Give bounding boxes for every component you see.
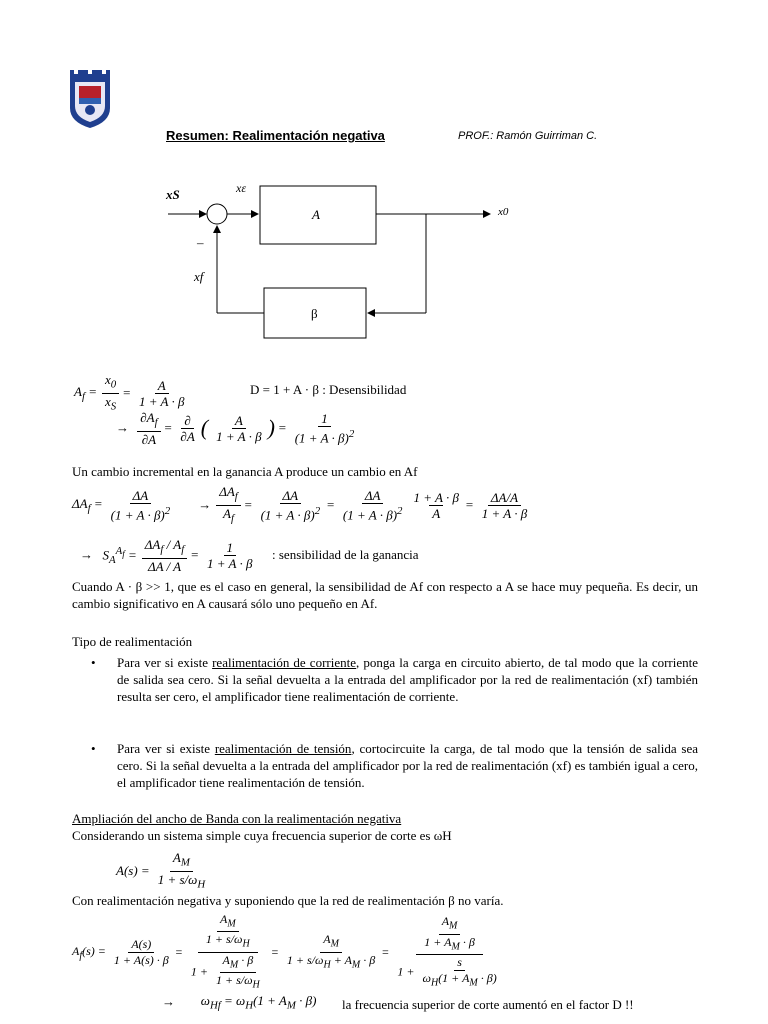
open-loop-transfer-equation: A(s) = $\frac{A_M}{1 + s/\omega_H}$ [116, 850, 206, 891]
feedback-block-diagram [150, 170, 530, 350]
gain-change-equation: $\Delta A_f$ = $\frac{\Delta A}{(1 + A \cdot \beta)^2}$ → $\frac{\Delta A_f}{A_f}$ = $\frac{\Delta A}{(1 + A \cdot \beta)^2}$ = $\frac{\Delta A}{(1 + A \cdot \beta)^2}$ $\frac{1 + A \cdot \beta}{A}$ = $\frac{\Delta A/A}{1 + A \cdot \beta}$ [72, 484, 528, 525]
current-feedback-bullet [91, 654, 699, 705]
bandwidth-result-equation: → $\omega_{Hf} = \omega_H(1 + A_M \cdot \beta)$ [162, 993, 317, 1012]
output-signal-label: x0 [498, 206, 509, 218]
bandwidth-heading: Ampliación del ancho de Banda con la realimentación negativa [72, 811, 402, 826]
university-seal-logo [70, 70, 110, 128]
closed-loop-transfer-equation: $A_f(s)$ = $\frac{A(s)}{1 + A(s) \cdot \beta}$ = $\frac{A_M}{1 + s/\omega_H}$ 1 + $\frac{A_M \cdot \beta}{1 + s/\omega_H}$ = $\frac{A_M}{1 + s/\omega_H + A_M \cdot \beta}$ = $\frac{A_M}{1 + A_M \cdot \beta}$ 1 + $\frac{s}{\omega_H(1 + A_M \cdot \beta)}$ [72, 912, 497, 991]
error-signal-label: xε [236, 181, 247, 195]
bullet-body: , ponga la carga en circuito abierto, de tal modo que la corriente de salida sea cero. Si la señal devuelta a la entrada del amplificador por la red de realimentación (xf) también resulta ser cero, el amplificador tiene realimentación de corriente. [117, 655, 699, 704]
voltage-feedback-bullet [91, 740, 699, 791]
bullet-prefix: Para ver si existe [117, 655, 213, 670]
incremental-change-text: Un cambio incremental en la ganancia A produce un cambio en Af [72, 464, 418, 479]
input-signal-label: xS [166, 187, 180, 202]
document-title: Resumen: Realimentación negativa [166, 128, 385, 143]
bullet-prefix: Para ver si existe [117, 741, 215, 756]
simple-system-text: Considerando un sistema simple cuya frecuencia superior de corte es ωH [72, 828, 452, 843]
gain-derivative-equation: → $\frac{\partial A_f}{\partial A}$ = $\frac{\partial}{\partial A}$ ( $\frac{A}{1 + A \cdot \beta}$ ) = $\frac{1}{(1 + A \cdot \beta)^2}$ [116, 410, 355, 447]
negative-feedback-assumption: Con realimentación negativa y suponiendo que la red de realimentación β no varía. [72, 893, 504, 908]
sensitivity-note: : sensibilidad de la ganancia [272, 547, 419, 562]
current-feedback-term: realimentación de corriente [212, 655, 356, 670]
feedback-type-heading: Tipo de realimentación [72, 634, 193, 649]
feedback-signal-label: xf [194, 269, 204, 284]
high-loop-gain-paragraph: Cuando A · β >> 1, que es el caso en general, la sensibilidad de Af con respecto a A se hace muy pequeña. Es decir, un cambio significativo en A causará sólo uno pequeño en Af. [72, 579, 698, 611]
bullet-dot: • [91, 655, 96, 670]
feedback-network-block-label: β [311, 306, 318, 321]
professor-name: PROF.: Ramón Guirriman C. [458, 130, 598, 142]
desensitivity-definition: D = 1 + A · β : Desensibilidad [250, 382, 407, 397]
voltage-feedback-term: realimentación de tensión [214, 741, 352, 756]
bullet-body: , cortocircuite la carga, de tal modo que la tensión de salida sea cero. Si la señal devuelta a la entrada del amplificador por la red de realimentación (xf) es también igual a cero, el amplificador tiene realimentación de tensión. [117, 741, 699, 790]
summing-minus-sign: – [197, 235, 204, 250]
bullet-dot: • [91, 741, 96, 756]
closed-loop-gain-equation: $A_f$ = $\frac{x_0}{x_S}$ = $\frac{A}{1 + A \cdot \beta}$ [74, 372, 185, 413]
bandwidth-conclusion: la frecuencia superior de corte aumentó en el factor D !! [342, 997, 634, 1012]
forward-gain-block-label: A [312, 207, 320, 222]
sensitivity-equation: → $S_A^{A_f}$ = $\frac{\Delta A_f / A_f}{\Delta A / A}$ = $\frac{1}{1 + A \cdot \beta}$ [80, 537, 253, 574]
